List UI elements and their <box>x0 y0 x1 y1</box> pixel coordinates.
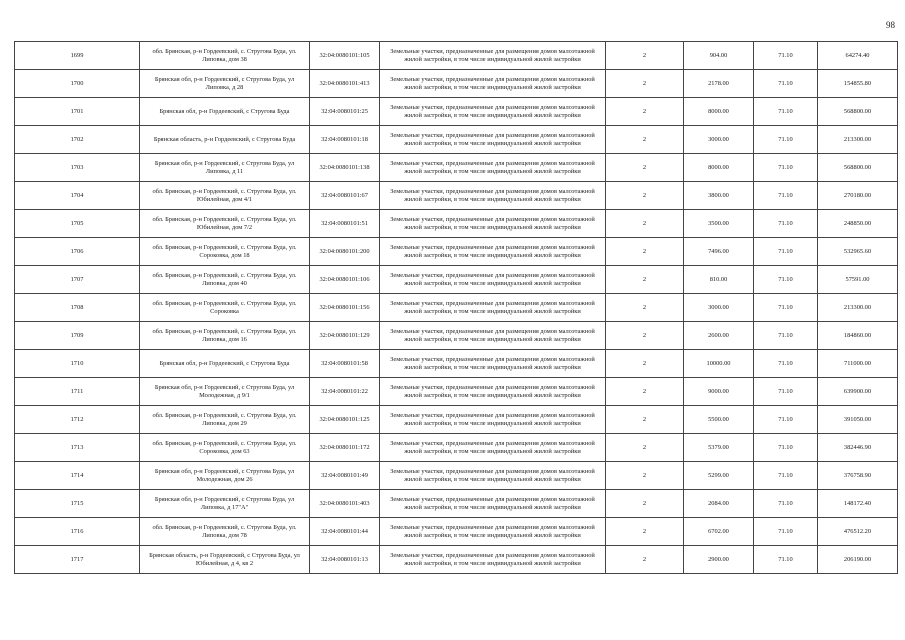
cadastral-value-cell: 248850.00 <box>818 210 898 238</box>
area-cell: 2084.00 <box>684 490 754 518</box>
land-use-cell: Земельные участки, предназначенные для размещения домов малоэтажной жилой застройки, в том числе индивидуальной жилой застройки <box>380 322 606 350</box>
specific-value-cell: 71.10 <box>754 266 818 294</box>
address-cell: обл. Брянская, р-н Гордеевский, с. Стругова Буда, ул. Сороковка, дом 63 <box>140 434 310 462</box>
area-cell: 3800.00 <box>684 182 754 210</box>
table-row <box>15 406 898 434</box>
row-number: 1715 <box>15 490 140 518</box>
land-use-cell: Земельные участки, предназначенные для размещения домов малоэтажной жилой застройки, в том числе индивидуальной жилой застройки <box>380 126 606 154</box>
cadastral-number-cell: 32:04:0080101:172 <box>310 434 380 462</box>
specific-value-cell: 71.10 <box>754 322 818 350</box>
group-cell: 2 <box>606 70 684 98</box>
group-cell: 2 <box>606 266 684 294</box>
table-row <box>15 154 898 182</box>
land-use-cell: Земельные участки, предназначенные для размещения домов малоэтажной жилой застройки, в том числе индивидуальной жилой застройки <box>380 210 606 238</box>
group-cell: 2 <box>606 350 684 378</box>
row-number: 1712 <box>15 406 140 434</box>
cadastral-number-cell: 32:04:0080101:51 <box>310 210 380 238</box>
area-cell: 9000.00 <box>684 378 754 406</box>
group-cell: 2 <box>606 154 684 182</box>
address-cell: Брянская обл, р-н Гордеевский, с Стругова Буда <box>140 350 310 378</box>
group-cell: 2 <box>606 406 684 434</box>
page-number: 98 <box>886 20 895 30</box>
land-use-cell: Земельные участки, предназначенные для размещения домов малоэтажной жилой застройки, в том числе индивидуальной жилой застройки <box>380 434 606 462</box>
area-cell: 904.00 <box>684 42 754 70</box>
cadastral-value-table <box>14 41 898 574</box>
specific-value-cell: 71.10 <box>754 98 818 126</box>
area-cell: 6702.00 <box>684 518 754 546</box>
land-use-cell: Земельные участки, предназначенные для размещения домов малоэтажной жилой застройки, в том числе индивидуальной жилой застройки <box>380 378 606 406</box>
group-cell: 2 <box>606 238 684 266</box>
table-row <box>15 98 898 126</box>
specific-value-cell: 71.10 <box>754 406 818 434</box>
cadastral-value-cell: 154855.80 <box>818 70 898 98</box>
cadastral-value-cell: 213300.00 <box>818 126 898 154</box>
address-cell: обл. Брянская, р-н Гордеевский, с. Стругова Буда, ул. Липовка, дом 78 <box>140 518 310 546</box>
land-use-cell: Земельные участки, предназначенные для размещения домов малоэтажной жилой застройки, в том числе индивидуальной жилой застройки <box>380 350 606 378</box>
cadastral-value-cell: 639900.00 <box>818 378 898 406</box>
row-number: 1703 <box>15 154 140 182</box>
cadastral-number-cell: 32:04:0080101:413 <box>310 70 380 98</box>
row-number: 1707 <box>15 266 140 294</box>
table-row <box>15 518 898 546</box>
table-row <box>15 462 898 490</box>
row-number: 1714 <box>15 462 140 490</box>
area-cell: 3500.00 <box>684 210 754 238</box>
land-use-cell: Земельные участки, предназначенные для размещения домов малоэтажной жилой застройки, в том числе индивидуальной жилой застройки <box>380 294 606 322</box>
table-row <box>15 238 898 266</box>
address-cell: обл. Брянская, р-н Гордеевский, с. Стругова Буда, ул. Липовка, дом 38 <box>140 42 310 70</box>
row-number: 1701 <box>15 98 140 126</box>
cadastral-number-cell: 32:04:0080101:200 <box>310 238 380 266</box>
row-number: 1713 <box>15 434 140 462</box>
address-cell: Брянская обл, р-н Гордеевский, с Стругова Буда, ул Молодежная, д 9/1 <box>140 378 310 406</box>
specific-value-cell: 71.10 <box>754 462 818 490</box>
table-row <box>15 210 898 238</box>
specific-value-cell: 71.10 <box>754 294 818 322</box>
cadastral-value-cell: 206190.00 <box>818 546 898 574</box>
row-number: 1706 <box>15 238 140 266</box>
group-cell: 2 <box>606 462 684 490</box>
table-row <box>15 546 898 574</box>
group-cell: 2 <box>606 210 684 238</box>
land-use-cell: Земельные участки, предназначенные для размещения домов малоэтажной жилой застройки, в том числе индивидуальной жилой застройки <box>380 546 606 574</box>
land-use-cell: Земельные участки, предназначенные для размещения домов малоэтажной жилой застройки, в том числе индивидуальной жилой застройки <box>380 42 606 70</box>
address-cell: Брянская обл, р-н Гордеевский, с Стругова Буда <box>140 98 310 126</box>
table-row <box>15 182 898 210</box>
cadastral-number-cell: 32:04:0080101:58 <box>310 350 380 378</box>
cadastral-value-cell: 270180.00 <box>818 182 898 210</box>
address-cell: Брянская область, р-н Гордеевский, с Стругова Буда, ул Юбилейная, д 4, кв 2 <box>140 546 310 574</box>
address-cell: Брянская область, р-н Гордеевский, с Стругова Буда <box>140 126 310 154</box>
land-use-cell: Земельные участки, предназначенные для размещения домов малоэтажной жилой застройки, в том числе индивидуальной жилой застройки <box>380 70 606 98</box>
table-row <box>15 350 898 378</box>
table-row <box>15 490 898 518</box>
group-cell: 2 <box>606 434 684 462</box>
specific-value-cell: 71.10 <box>754 350 818 378</box>
area-cell: 8000.00 <box>684 154 754 182</box>
area-cell: 10000.00 <box>684 350 754 378</box>
land-use-cell: Земельные участки, предназначенные для размещения домов малоэтажной жилой застройки, в том числе индивидуальной жилой застройки <box>380 182 606 210</box>
land-use-cell: Земельные участки, предназначенные для размещения домов малоэтажной жилой застройки, в том числе индивидуальной жилой застройки <box>380 462 606 490</box>
cadastral-value-cell: 184860.00 <box>818 322 898 350</box>
area-cell: 2900.00 <box>684 546 754 574</box>
address-cell: обл. Брянская, р-н Гордеевский, с. Стругова Буда, ул. Сороковка <box>140 294 310 322</box>
table-row <box>15 322 898 350</box>
cadastral-value-cell: 532965.60 <box>818 238 898 266</box>
cadastral-value-cell: 568800.00 <box>818 98 898 126</box>
land-use-cell: Земельные участки, предназначенные для размещения домов малоэтажной жилой застройки, в том числе индивидуальной жилой застройки <box>380 518 606 546</box>
group-cell: 2 <box>606 490 684 518</box>
area-cell: 5299.00 <box>684 462 754 490</box>
area-cell: 5500.00 <box>684 406 754 434</box>
table-body <box>15 42 898 574</box>
cadastral-number-cell: 32:04:0080101:44 <box>310 518 380 546</box>
address-cell: обл. Брянская, р-н Гордеевский, с. Стругова Буда, ул. Липовка, дом 29 <box>140 406 310 434</box>
cadastral-value-cell: 391050.00 <box>818 406 898 434</box>
table-row <box>15 434 898 462</box>
specific-value-cell: 71.10 <box>754 518 818 546</box>
cadastral-number-cell: 32:04:0080101:49 <box>310 462 380 490</box>
cadastral-number-cell: 32:04:0080101:18 <box>310 126 380 154</box>
row-number: 1717 <box>15 546 140 574</box>
row-number: 1716 <box>15 518 140 546</box>
cadastral-number-cell: 32:04:0080101:106 <box>310 266 380 294</box>
area-cell: 7496.00 <box>684 238 754 266</box>
area-cell: 2178.00 <box>684 70 754 98</box>
area-cell: 3000.00 <box>684 294 754 322</box>
cadastral-value-cell: 213300.00 <box>818 294 898 322</box>
cadastral-value-cell: 476512.20 <box>818 518 898 546</box>
address-cell: Брянская обл, р-н Гордеевский, с Стругова Буда, ул Молодежная, дом 26 <box>140 462 310 490</box>
table-row <box>15 42 898 70</box>
row-number: 1704 <box>15 182 140 210</box>
area-cell: 3000.00 <box>684 126 754 154</box>
row-number: 1710 <box>15 350 140 378</box>
address-cell: обл. Брянская, р-н Гордеевский, с. Стругова Буда, ул. Юбилейная, дом 4/1 <box>140 182 310 210</box>
cadastral-number-cell: 32:04:0080101:156 <box>310 294 380 322</box>
cadastral-value-cell: 57591.00 <box>818 266 898 294</box>
specific-value-cell: 71.10 <box>754 182 818 210</box>
cadastral-number-cell: 32:04:0080101:25 <box>310 98 380 126</box>
table-row <box>15 126 898 154</box>
row-number: 1700 <box>15 70 140 98</box>
cadastral-number-cell: 32:04:0080101:105 <box>310 42 380 70</box>
address-cell: обл. Брянская, р-н Гордеевский, с. Стругова Буда, ул. Липовка, дом 40 <box>140 266 310 294</box>
group-cell: 2 <box>606 378 684 406</box>
area-cell: 2600.00 <box>684 322 754 350</box>
cadastral-number-cell: 32:04:0080101:138 <box>310 154 380 182</box>
table-row <box>15 378 898 406</box>
specific-value-cell: 71.10 <box>754 154 818 182</box>
specific-value-cell: 71.10 <box>754 490 818 518</box>
land-use-cell: Земельные участки, предназначенные для размещения домов малоэтажной жилой застройки, в том числе индивидуальной жилой застройки <box>380 266 606 294</box>
address-cell: обл. Брянская, р-н Гордеевский, с. Стругова Буда, ул. Липовка, дом 16 <box>140 322 310 350</box>
land-use-cell: Земельные участки, предназначенные для размещения домов малоэтажной жилой застройки, в том числе индивидуальной жилой застройки <box>380 490 606 518</box>
row-number: 1708 <box>15 294 140 322</box>
cadastral-value-cell: 64274.40 <box>818 42 898 70</box>
area-cell: 810.00 <box>684 266 754 294</box>
row-number: 1702 <box>15 126 140 154</box>
address-cell: Брянская обл, р-н Гордеевский, с Стругова Буда, ул Липовка, д 28 <box>140 70 310 98</box>
cadastral-value-cell: 382446.90 <box>818 434 898 462</box>
group-cell: 2 <box>606 182 684 210</box>
address-cell: обл. Брянская, р-н Гордеевский, с. Стругова Буда, ул. Юбилейная, дом 7/2 <box>140 210 310 238</box>
group-cell: 2 <box>606 98 684 126</box>
cadastral-number-cell: 32:04:0080101:22 <box>310 378 380 406</box>
cadastral-number-cell: 32:04:0080101:13 <box>310 546 380 574</box>
table-row <box>15 70 898 98</box>
land-use-cell: Земельные участки, предназначенные для размещения домов малоэтажной жилой застройки, в том числе индивидуальной жилой застройки <box>380 406 606 434</box>
area-cell: 5379.00 <box>684 434 754 462</box>
specific-value-cell: 71.10 <box>754 238 818 266</box>
row-number: 1711 <box>15 378 140 406</box>
cadastral-number-cell: 32:04:0080101:403 <box>310 490 380 518</box>
cadastral-number-cell: 32:04:0080101:67 <box>310 182 380 210</box>
row-number: 1709 <box>15 322 140 350</box>
cadastral-value-cell: 376758.90 <box>818 462 898 490</box>
specific-value-cell: 71.10 <box>754 126 818 154</box>
group-cell: 2 <box>606 126 684 154</box>
specific-value-cell: 71.10 <box>754 42 818 70</box>
address-cell: Брянская обл, р-н Гордеевский, с Стругова Буда, ул Липовка, д 17"А" <box>140 490 310 518</box>
group-cell: 2 <box>606 518 684 546</box>
specific-value-cell: 71.10 <box>754 210 818 238</box>
area-cell: 8000.00 <box>684 98 754 126</box>
cadastral-value-cell: 148172.40 <box>818 490 898 518</box>
cadastral-number-cell: 32:04:0080101:125 <box>310 406 380 434</box>
group-cell: 2 <box>606 546 684 574</box>
cadastral-value-cell: 568800.00 <box>818 154 898 182</box>
land-use-cell: Земельные участки, предназначенные для размещения домов малоэтажной жилой застройки, в том числе индивидуальной жилой застройки <box>380 238 606 266</box>
address-cell: обл. Брянская, р-н Гордеевский, с. Стругова Буда, ул. Сороковка, дом 18 <box>140 238 310 266</box>
specific-value-cell: 71.10 <box>754 70 818 98</box>
specific-value-cell: 71.10 <box>754 434 818 462</box>
row-number: 1699 <box>15 42 140 70</box>
specific-value-cell: 71.10 <box>754 378 818 406</box>
group-cell: 2 <box>606 294 684 322</box>
group-cell: 2 <box>606 322 684 350</box>
cadastral-number-cell: 32:04:0080101:129 <box>310 322 380 350</box>
group-cell: 2 <box>606 42 684 70</box>
address-cell: Брянская обл, р-н Гордеевский, с Стругова Буда, ул Липовка, д 11 <box>140 154 310 182</box>
land-use-cell: Земельные участки, предназначенные для размещения домов малоэтажной жилой застройки, в том числе индивидуальной жилой застройки <box>380 154 606 182</box>
specific-value-cell: 71.10 <box>754 546 818 574</box>
table-row <box>15 294 898 322</box>
row-number: 1705 <box>15 210 140 238</box>
table-row <box>15 266 898 294</box>
cadastral-value-cell: 711000.00 <box>818 350 898 378</box>
land-use-cell: Земельные участки, предназначенные для размещения домов малоэтажной жилой застройки, в том числе индивидуальной жилой застройки <box>380 98 606 126</box>
